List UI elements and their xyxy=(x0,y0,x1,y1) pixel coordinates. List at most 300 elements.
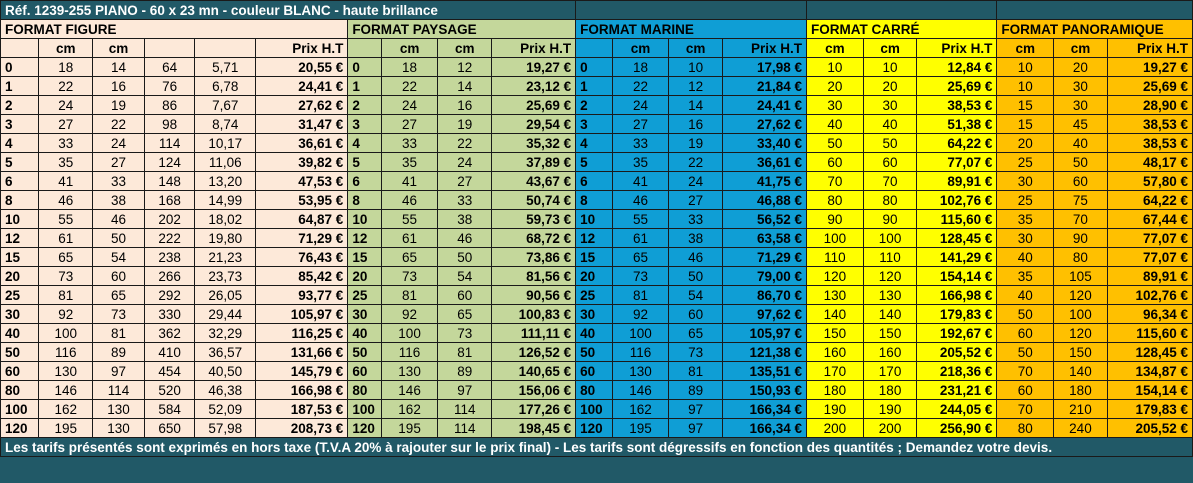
table-cell: 38 xyxy=(93,191,145,210)
table-cell: 5 xyxy=(348,153,381,172)
table-cell: 24 xyxy=(93,134,145,153)
table-cell: 29,44 xyxy=(195,305,256,324)
header-cm: cm xyxy=(807,39,864,58)
table-cell: 166,98 € xyxy=(917,286,997,305)
table-cell: 47,53 € xyxy=(256,172,348,191)
table-cell: 50 xyxy=(1,343,39,362)
table-row xyxy=(1,248,1193,267)
table-cell: 2 xyxy=(576,96,612,115)
table-cell: 120 xyxy=(1054,324,1108,343)
table-cell: 195 xyxy=(39,419,93,438)
header-cell xyxy=(195,39,256,58)
table-cell: 48,17 € xyxy=(1107,153,1192,172)
table-cell: 81 xyxy=(39,286,93,305)
table-cell: 330 xyxy=(144,305,195,324)
table-cell: 15 xyxy=(1,248,39,267)
table-cell: 7,67 xyxy=(195,96,256,115)
table-cell: 40 xyxy=(1,324,39,343)
table-cell: 131,66 € xyxy=(256,343,348,362)
table-cell: 15 xyxy=(348,248,381,267)
table-cell: 27 xyxy=(669,191,723,210)
table-cell: 170 xyxy=(807,362,864,381)
table-cell: 46 xyxy=(612,191,669,210)
table-cell: 21,84 € xyxy=(722,77,806,96)
table-cell: 160 xyxy=(863,343,917,362)
table-cell: 41,75 € xyxy=(722,172,806,191)
table-cell: 18 xyxy=(381,58,438,77)
table-cell: 97 xyxy=(438,381,492,400)
table-cell: 6 xyxy=(576,172,612,191)
header-price: Prix H.T xyxy=(722,39,806,58)
table-cell: 60 xyxy=(1054,172,1108,191)
table-cell: 8 xyxy=(576,191,612,210)
table-cell: 60 xyxy=(997,324,1054,343)
table-cell: 102,76 € xyxy=(917,191,997,210)
table-cell: 60 xyxy=(863,153,917,172)
table-cell: 140 xyxy=(807,305,864,324)
table-cell: 24 xyxy=(612,96,669,115)
table-cell: 46 xyxy=(93,210,145,229)
table-cell: 6,78 xyxy=(195,77,256,96)
table-cell: 97 xyxy=(669,419,723,438)
table-cell: 38,53 € xyxy=(1107,115,1192,134)
table-row xyxy=(1,134,1193,153)
table-cell: 146 xyxy=(381,381,438,400)
table-cell: 10 xyxy=(1,210,39,229)
table-cell: 4 xyxy=(348,134,381,153)
table-cell: 50 xyxy=(348,343,381,362)
table-cell: 73 xyxy=(39,267,93,286)
table-cell: 46 xyxy=(669,248,723,267)
table-cell: 86 xyxy=(144,96,195,115)
table-cell: 50 xyxy=(438,248,492,267)
header-price: Prix H.T xyxy=(492,39,576,58)
table-cell: 20 xyxy=(863,77,917,96)
table-cell: 187,53 € xyxy=(256,400,348,419)
table-cell: 150 xyxy=(807,324,864,343)
title-spacer xyxy=(807,1,997,20)
table-cell: 61 xyxy=(381,229,438,248)
table-cell: 362 xyxy=(144,324,195,343)
table-cell: 238 xyxy=(144,248,195,267)
table-cell: 105 xyxy=(1054,267,1108,286)
table-cell: 40 xyxy=(997,286,1054,305)
table-cell: 18 xyxy=(612,58,669,77)
table-cell: 6 xyxy=(1,172,39,191)
table-cell: 14 xyxy=(93,58,145,77)
table-cell: 30 xyxy=(348,305,381,324)
table-cell: 30 xyxy=(807,96,864,115)
table-cell: 162 xyxy=(39,400,93,419)
table-row xyxy=(1,58,1193,77)
table-cell: 23,12 € xyxy=(492,77,576,96)
table-cell: 22 xyxy=(669,153,723,172)
table-row xyxy=(1,286,1193,305)
table-cell: 35,32 € xyxy=(492,134,576,153)
table-cell: 190 xyxy=(863,400,917,419)
table-cell: 192,67 € xyxy=(917,324,997,343)
table-cell: 105,97 € xyxy=(722,324,806,343)
table-cell: 650 xyxy=(144,419,195,438)
table-cell: 37,89 € xyxy=(492,153,576,172)
table-cell: 15 xyxy=(997,115,1054,134)
table-cell: 128,45 € xyxy=(917,229,997,248)
table-cell: 180 xyxy=(863,381,917,400)
table-cell: 46 xyxy=(39,191,93,210)
table-cell: 180 xyxy=(807,381,864,400)
table-row xyxy=(1,153,1193,172)
table-cell: 20 xyxy=(348,267,381,286)
section-marine-title: FORMAT MARINE xyxy=(576,20,807,39)
table-cell: 5 xyxy=(576,153,612,172)
table-cell: 65 xyxy=(93,286,145,305)
table-cell: 89 xyxy=(93,343,145,362)
table-cell: 22 xyxy=(93,115,145,134)
table-cell: 25 xyxy=(348,286,381,305)
table-cell: 73 xyxy=(669,343,723,362)
table-cell: 23,73 xyxy=(195,267,256,286)
table-cell: 54 xyxy=(438,267,492,286)
table-cell: 240 xyxy=(1054,419,1108,438)
table-row xyxy=(1,229,1193,248)
table-cell: 141,29 € xyxy=(917,248,997,267)
table-cell: 8 xyxy=(348,191,381,210)
table-cell: 10 xyxy=(997,58,1054,77)
table-cell: 30 xyxy=(1054,77,1108,96)
table-cell: 96,34 € xyxy=(1107,305,1192,324)
table-cell: 38 xyxy=(438,210,492,229)
table-cell: 19,80 xyxy=(195,229,256,248)
table-cell: 115,60 € xyxy=(917,210,997,229)
table-cell: 3 xyxy=(576,115,612,134)
table-cell: 73 xyxy=(612,267,669,286)
table-cell: 100 xyxy=(612,324,669,343)
table-row xyxy=(1,400,1193,419)
table-cell: 121,38 € xyxy=(722,343,806,362)
table-cell: 60 xyxy=(348,362,381,381)
table-cell: 92 xyxy=(612,305,669,324)
table-cell: 100 xyxy=(1054,305,1108,324)
table-cell: 50,74 € xyxy=(492,191,576,210)
table-cell: 57,98 xyxy=(195,419,256,438)
table-cell: 12 xyxy=(438,58,492,77)
table-cell: 14 xyxy=(438,77,492,96)
table-cell: 33 xyxy=(39,134,93,153)
table-cell: 12 xyxy=(669,77,723,96)
table-cell: 71,29 € xyxy=(256,229,348,248)
table-cell: 57,80 € xyxy=(1107,172,1192,191)
table-cell: 3 xyxy=(348,115,381,134)
table-cell: 15 xyxy=(997,96,1054,115)
table-cell: 64 xyxy=(144,58,195,77)
table-cell: 33 xyxy=(93,172,145,191)
table-cell: 27,62 € xyxy=(722,115,806,134)
table-cell: 292 xyxy=(144,286,195,305)
table-cell: 20 xyxy=(1,267,39,286)
table-cell: 100 xyxy=(381,324,438,343)
table-cell: 70 xyxy=(997,362,1054,381)
title-spacer xyxy=(576,1,807,20)
table-cell: 120 xyxy=(863,267,917,286)
table-cell: 111,11 € xyxy=(492,324,576,343)
table-cell: 81 xyxy=(93,324,145,343)
table-cell: 70 xyxy=(863,172,917,191)
table-cell: 205,52 € xyxy=(917,343,997,362)
table-cell: 114 xyxy=(438,419,492,438)
table-cell: 54 xyxy=(669,286,723,305)
table-cell: 140,65 € xyxy=(492,362,576,381)
header-price: Prix H.T xyxy=(917,39,997,58)
table-cell: 27 xyxy=(381,115,438,134)
table-cell: 1 xyxy=(348,77,381,96)
table-cell: 73,86 € xyxy=(492,248,576,267)
table-row xyxy=(1,419,1193,438)
table-cell: 60 xyxy=(576,362,612,381)
table-cell: 46,38 xyxy=(195,381,256,400)
table-cell: 19 xyxy=(93,96,145,115)
table-cell: 41 xyxy=(39,172,93,191)
table-cell: 100 xyxy=(576,400,612,419)
table-cell: 25,69 € xyxy=(917,77,997,96)
table-cell: 81 xyxy=(438,343,492,362)
table-cell: 30 xyxy=(863,96,917,115)
table-cell: 22 xyxy=(612,77,669,96)
table-cell: 454 xyxy=(144,362,195,381)
table-cell: 77,07 € xyxy=(1107,229,1192,248)
table-cell: 0 xyxy=(1,58,39,77)
table-cell: 10 xyxy=(348,210,381,229)
table-cell: 19 xyxy=(438,115,492,134)
table-cell: 130 xyxy=(93,419,145,438)
table-cell: 244,05 € xyxy=(917,400,997,419)
table-cell: 2 xyxy=(1,96,39,115)
title-spacer xyxy=(997,1,1193,20)
table-cell: 77,07 € xyxy=(1107,248,1192,267)
table-cell: 68,72 € xyxy=(492,229,576,248)
table-cell: 154,14 € xyxy=(917,267,997,286)
table-cell: 20,55 € xyxy=(256,58,348,77)
table-cell: 33 xyxy=(669,210,723,229)
table-cell: 27,62 € xyxy=(256,96,348,115)
table-cell: 14 xyxy=(669,96,723,115)
table-cell: 0 xyxy=(348,58,381,77)
table-row xyxy=(1,381,1193,400)
table-cell: 134,87 € xyxy=(1107,362,1192,381)
table-cell: 4 xyxy=(1,134,39,153)
table-cell: 38,53 € xyxy=(1107,134,1192,153)
table-cell: 40 xyxy=(1054,134,1108,153)
table-cell: 50 xyxy=(863,134,917,153)
table-cell: 150 xyxy=(1054,343,1108,362)
table-cell: 200 xyxy=(807,419,864,438)
table-cell: 64,22 € xyxy=(1107,191,1192,210)
table-cell: 205,52 € xyxy=(1107,419,1192,438)
table-cell: 50 xyxy=(669,267,723,286)
table-cell: 25 xyxy=(997,153,1054,172)
table-cell: 13,20 xyxy=(195,172,256,191)
table-cell: 166,98 € xyxy=(256,381,348,400)
table-cell: 18,02 xyxy=(195,210,256,229)
table-cell: 61 xyxy=(39,229,93,248)
table-cell: 27 xyxy=(93,153,145,172)
table-cell: 60 xyxy=(438,286,492,305)
header-cell xyxy=(348,39,381,58)
table-cell: 70 xyxy=(997,400,1054,419)
table-cell: 145,79 € xyxy=(256,362,348,381)
header-price: Prix H.T xyxy=(256,39,348,58)
table-cell: 195 xyxy=(612,419,669,438)
title-row xyxy=(1,1,1193,20)
table-cell: 24 xyxy=(39,96,93,115)
table-cell: 25,69 € xyxy=(1107,77,1192,96)
table-cell: 26,05 xyxy=(195,286,256,305)
table-row xyxy=(1,172,1193,191)
page-title: Réf. 1239-255 PIANO - 60 x 23 mn - couleur BLANC - haute brillance xyxy=(1,1,576,20)
table-cell: 90 xyxy=(807,210,864,229)
table-cell: 1 xyxy=(1,77,39,96)
table-cell: 140 xyxy=(1054,362,1108,381)
table-cell: 256,90 € xyxy=(917,419,997,438)
table-cell: 8,74 xyxy=(195,115,256,134)
table-cell: 3 xyxy=(1,115,39,134)
table-cell: 30 xyxy=(997,229,1054,248)
table-cell: 6 xyxy=(348,172,381,191)
table-cell: 166,34 € xyxy=(722,419,806,438)
table-cell: 65 xyxy=(39,248,93,267)
table-cell: 43,67 € xyxy=(492,172,576,191)
table-cell: 89 xyxy=(669,381,723,400)
table-cell: 93,77 € xyxy=(256,286,348,305)
table-cell: 65 xyxy=(438,305,492,324)
table-cell: 35 xyxy=(997,267,1054,286)
table-cell: 17,98 € xyxy=(722,58,806,77)
table-cell: 19 xyxy=(669,134,723,153)
table-cell: 21,23 xyxy=(195,248,256,267)
table-cell: 55 xyxy=(612,210,669,229)
table-cell: 31,47 € xyxy=(256,115,348,134)
table-cell: 90,56 € xyxy=(492,286,576,305)
footer-note: Les tarifs présentés sont exprimés en hors taxe (T.V.A 20% à rajouter sur le prix final) - Les tarifs sont dégressifs en fonction des quantités ; Demandez votre devis. xyxy=(1,438,1193,457)
table-cell: 16 xyxy=(93,77,145,96)
table-cell: 59,73 € xyxy=(492,210,576,229)
table-cell: 40 xyxy=(997,248,1054,267)
table-cell: 40,50 xyxy=(195,362,256,381)
table-cell: 410 xyxy=(144,343,195,362)
table-cell: 146 xyxy=(612,381,669,400)
table-cell: 27 xyxy=(39,115,93,134)
table-cell: 46 xyxy=(438,229,492,248)
table-cell: 22 xyxy=(438,134,492,153)
table-cell: 130 xyxy=(807,286,864,305)
header-cell xyxy=(1,39,39,58)
table-cell: 150,93 € xyxy=(722,381,806,400)
table-cell: 35 xyxy=(612,153,669,172)
table-cell: 80 xyxy=(863,191,917,210)
table-cell: 5,71 xyxy=(195,58,256,77)
table-cell: 19,27 € xyxy=(1107,58,1192,77)
table-cell: 80 xyxy=(807,191,864,210)
table-cell: 67,44 € xyxy=(1107,210,1192,229)
table-cell: 146 xyxy=(39,381,93,400)
table-cell: 50 xyxy=(997,305,1054,324)
table-cell: 56,52 € xyxy=(722,210,806,229)
table-cell: 80 xyxy=(997,419,1054,438)
header-cm: cm xyxy=(381,39,438,58)
section-header-row xyxy=(1,20,1193,39)
table-cell: 33,40 € xyxy=(722,134,806,153)
table-cell: 97,62 € xyxy=(722,305,806,324)
table-cell: 100 xyxy=(39,324,93,343)
table-cell: 65 xyxy=(381,248,438,267)
table-cell: 61 xyxy=(612,229,669,248)
table-cell: 105,97 € xyxy=(256,305,348,324)
table-cell: 63,58 € xyxy=(722,229,806,248)
table-cell: 73 xyxy=(381,267,438,286)
table-cell: 102,76 € xyxy=(1107,286,1192,305)
table-cell: 80 xyxy=(1054,248,1108,267)
table-cell: 50 xyxy=(576,343,612,362)
table-cell: 266 xyxy=(144,267,195,286)
table-cell: 24 xyxy=(381,96,438,115)
table-cell: 20 xyxy=(576,267,612,286)
table-cell: 33 xyxy=(612,134,669,153)
table-cell: 115,60 € xyxy=(1107,324,1192,343)
section-panoramique-title: FORMAT PANORAMIQUE xyxy=(997,20,1193,39)
table-row xyxy=(1,362,1193,381)
table-cell: 53,95 € xyxy=(256,191,348,210)
table-cell: 25 xyxy=(576,286,612,305)
table-cell: 198,45 € xyxy=(492,419,576,438)
table-row xyxy=(1,115,1193,134)
table-cell: 27 xyxy=(438,172,492,191)
table-cell: 89,91 € xyxy=(917,172,997,191)
table-cell: 10 xyxy=(863,58,917,77)
table-cell: 50 xyxy=(997,343,1054,362)
table-cell: 80 xyxy=(576,381,612,400)
footer-row xyxy=(1,438,1193,457)
table-cell: 5 xyxy=(1,153,39,172)
table-cell: 55 xyxy=(381,210,438,229)
table-cell: 200 xyxy=(863,419,917,438)
header-cell xyxy=(576,39,612,58)
table-cell: 100 xyxy=(1,400,39,419)
table-cell: 25,69 € xyxy=(492,96,576,115)
table-cell: 27 xyxy=(612,115,669,134)
table-cell: 65 xyxy=(669,324,723,343)
section-paysage-title: FORMAT PAYSAGE xyxy=(348,20,576,39)
table-cell: 46 xyxy=(381,191,438,210)
table-cell: 116,25 € xyxy=(256,324,348,343)
table-cell: 50 xyxy=(93,229,145,248)
table-cell: 114 xyxy=(144,134,195,153)
table-cell: 41 xyxy=(381,172,438,191)
table-cell: 32,29 xyxy=(195,324,256,343)
table-cell: 166,34 € xyxy=(722,400,806,419)
table-cell: 71,29 € xyxy=(722,248,806,267)
table-cell: 81 xyxy=(612,286,669,305)
table-cell: 100 xyxy=(863,229,917,248)
table-cell: 170 xyxy=(863,362,917,381)
table-cell: 36,57 xyxy=(195,343,256,362)
table-cell: 10 xyxy=(997,77,1054,96)
table-cell: 64,22 € xyxy=(917,134,997,153)
table-cell: 75 xyxy=(1054,191,1108,210)
table-cell: 130 xyxy=(39,362,93,381)
header-cm: cm xyxy=(39,39,93,58)
table-cell: 218,36 € xyxy=(917,362,997,381)
table-cell: 30 xyxy=(576,305,612,324)
table-cell: 41 xyxy=(612,172,669,191)
